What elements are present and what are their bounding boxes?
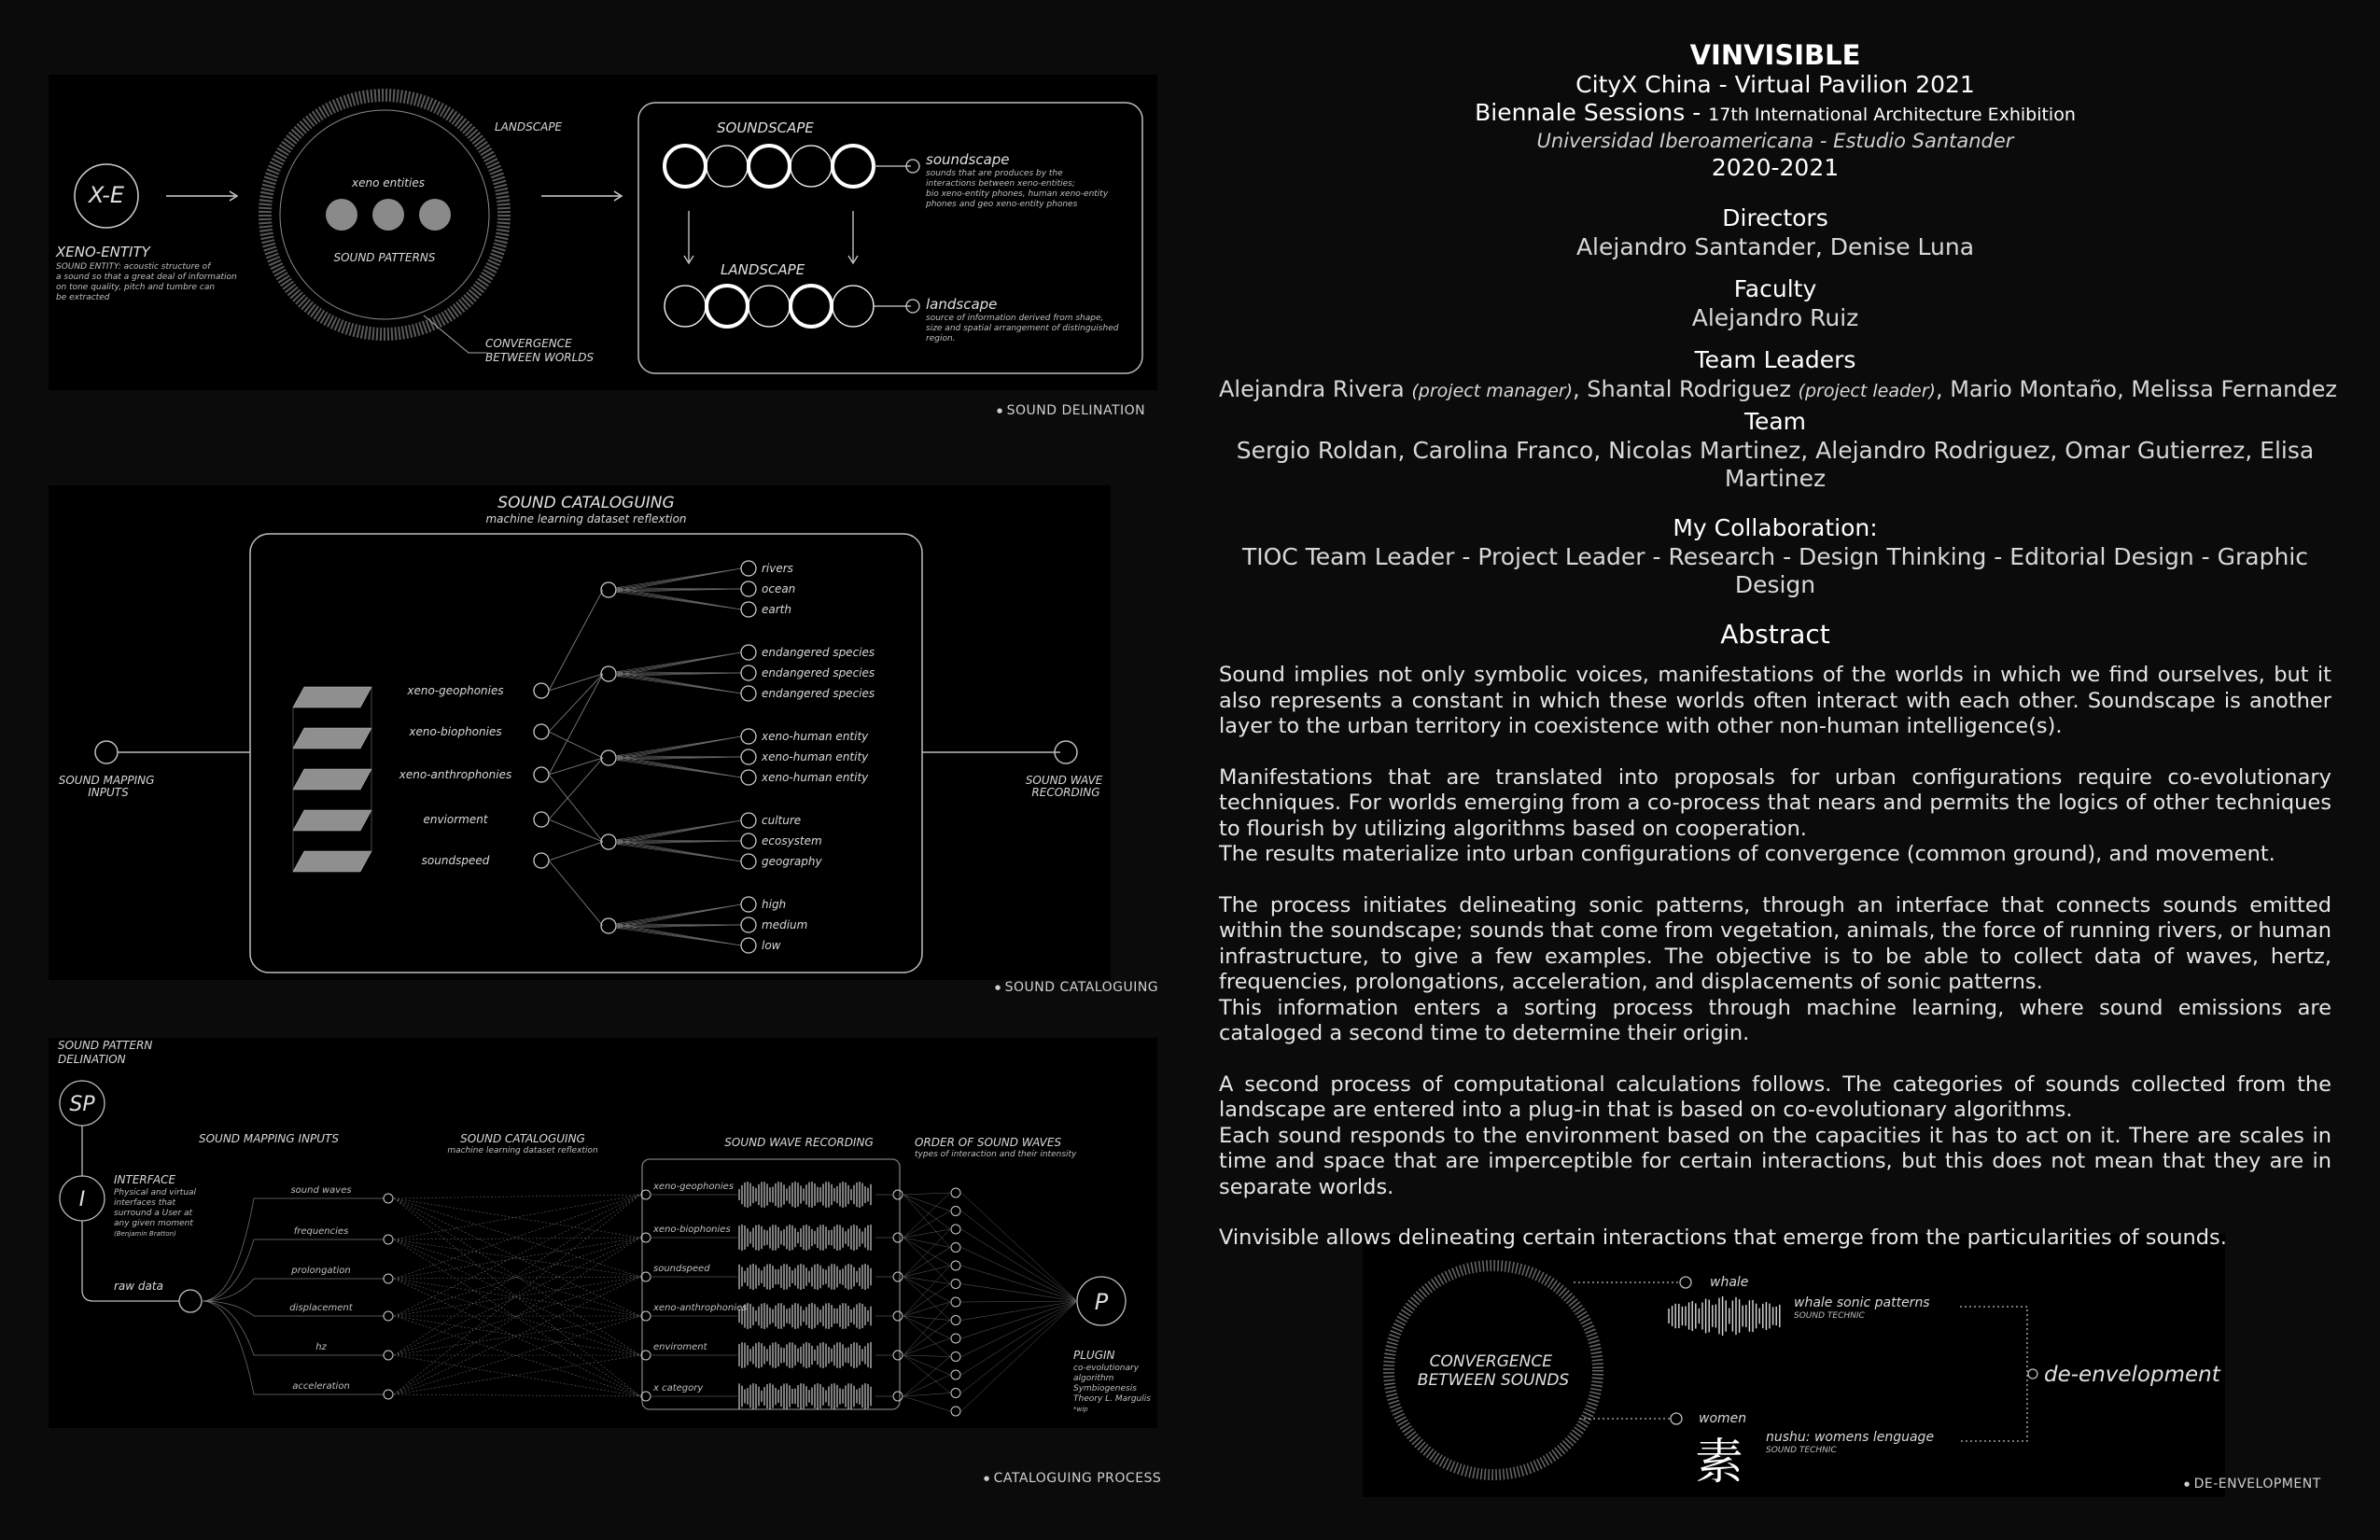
- whale-technic-label: SOUND TECHNIC: [1794, 1311, 1865, 1321]
- order-node: [951, 1243, 960, 1253]
- order-node: [951, 1207, 960, 1216]
- catalog-tree: [399, 561, 875, 953]
- input-node: [384, 1351, 393, 1360]
- waveform: [739, 1383, 871, 1409]
- directors-value: Alejandro Santander, Denise Luna: [1575, 233, 1975, 260]
- waveform: [739, 1225, 871, 1251]
- recording-node: [893, 1392, 903, 1401]
- sound-delination-caption: ● SOUND DELINATION: [997, 403, 1145, 418]
- leaf-node: [741, 813, 756, 828]
- category-node: [534, 767, 549, 782]
- category-label: soundspeed: [653, 1264, 710, 1274]
- category-label: enviroment: [653, 1342, 707, 1352]
- leaf-label: endangered species: [762, 666, 875, 679]
- leaf-label: high: [762, 898, 787, 911]
- team-leaders-heading: Team Leaders: [1694, 346, 1856, 373]
- project-line-2: [1219, 99, 2331, 129]
- university-line: Universidad Iberoamericana - Estudio Santander: [1536, 130, 2014, 152]
- cataloguing-subtitle: machine learning dataset reflextion: [485, 512, 687, 525]
- leaf-node: [741, 686, 756, 701]
- recording-node: [893, 1311, 903, 1321]
- abstract-paragraph: Vinvisible allows delineating certain interactions that emerge from the particularities of sounds.: [1219, 1225, 2227, 1250]
- landscape-ring-label: LANDSCAPE: [495, 120, 563, 133]
- leader-name: , Mario Montaño, Melissa Fernandez: [1935, 376, 2337, 402]
- recording-box: [642, 1159, 900, 1409]
- team-leaders-value: [1219, 375, 2337, 405]
- category-label: xeno-anthrophonies: [399, 768, 512, 781]
- whale-patterns-label: whale sonic patterns: [1794, 1295, 1930, 1310]
- waveform: [739, 1264, 871, 1290]
- order-node: [951, 1225, 960, 1234]
- interface-desc: Physical and virtual interfaces that surround a User at any given moment (Benjamin Bratton): [114, 1188, 197, 1238]
- hdr-sound-wave-recording: SOUND WAVE RECORDING: [724, 1136, 874, 1149]
- input-label: sound waves: [290, 1185, 352, 1196]
- order-node: [951, 1261, 960, 1270]
- leaf-node: [741, 602, 756, 617]
- team-heading: Team: [1743, 408, 1807, 435]
- abstract-paragraph: A second process of computational calculations follows. The categories of sounds collected from the landscape are entered into a plug-in that is based on co-evolutionary algorithms. Each sound responds to the environment based on the capacities it has to act on it. There are scales in time and space that are imperceptible for certain interactions, but this does not mean that they are in separate worlds.: [1219, 1071, 2331, 1199]
- order-node: [951, 1188, 960, 1197]
- leaf-node: [741, 561, 756, 576]
- cataloguing-process-panel: [49, 1038, 1157, 1428]
- spd-label: SOUND PATTERN DELINATION: [58, 1039, 153, 1066]
- plugin-title: PLUGIN: [1073, 1349, 1115, 1362]
- sound-delination-diagram: [49, 75, 1157, 390]
- leaf-label: earth: [762, 603, 791, 616]
- order-node: [951, 1352, 960, 1362]
- sound-mapping-inputs-label: SOUND MAPPING INPUTS: [58, 774, 155, 799]
- leaf-label: medium: [762, 918, 808, 931]
- waveform: [739, 1303, 871, 1329]
- abstract-paragraph: Sound implies not only symbolic voices, manifestations of the worlds in which we find ourselves, but it also represents a constant in which these worlds often interact with each other. Soundscape is another layer to the urban territory in coexistence with other non-human intelligence(s).: [1219, 663, 2331, 738]
- de-envelopment-label: de-envelopment: [2044, 1363, 2220, 1387]
- interface-i-label: I: [78, 1188, 86, 1211]
- sound-delination-panel: [49, 75, 1157, 390]
- sound-cataloguing-panel: [49, 485, 1111, 980]
- leaf-node: [741, 645, 756, 660]
- raw-data-label: raw data: [114, 1280, 163, 1293]
- cataloguing-title: SOUND CATALOGUING: [497, 494, 675, 512]
- recording-node: [893, 1351, 903, 1360]
- xeno-entity-desc: SOUND ENTITY: acoustic structure of a sound so that a great deal of information on tone quality, pitch and tumbre can be extracted: [56, 262, 237, 302]
- recording-node: [893, 1190, 903, 1199]
- leaf-node: [741, 833, 756, 848]
- input-node: [384, 1390, 393, 1399]
- convergence-pointer: [424, 315, 487, 353]
- hdr-sound-mapping-inputs: SOUND MAPPING INPUTS: [198, 1132, 340, 1145]
- order-node: [951, 1316, 960, 1325]
- category-label: enviorment: [423, 813, 488, 826]
- category-label: xeno-biophonies: [409, 725, 502, 738]
- nushu-technic-label: SOUND TECHNIC: [1766, 1446, 1837, 1455]
- order-node: [951, 1407, 960, 1416]
- group-node: [601, 918, 616, 933]
- leaf-label: rivers: [762, 562, 793, 575]
- leaf-node: [741, 897, 756, 912]
- category-label: soundspeed: [421, 854, 490, 867]
- soundscape-circles: [665, 146, 874, 187]
- project-line-1: CityX China - Virtual Pavilion 2021: [1575, 71, 1975, 98]
- leaf-node: [741, 854, 756, 869]
- women-node: [1671, 1413, 1682, 1424]
- leaf-node: [741, 917, 756, 932]
- sound-cataloguing-diagram: [49, 485, 1111, 980]
- category-node: [534, 724, 549, 739]
- cataloguing-process-caption: ● CATALOGUING PROCESS: [984, 1471, 1161, 1486]
- team-value: Sergio Roldan, Carolina Franco, Nicolas Martinez, Alejandro Rodriguez, Omar Gutierrez, Elisa Martinez: [1236, 437, 2315, 492]
- interface-title: INTERFACE: [114, 1173, 176, 1186]
- xeno-entity-dots: [326, 199, 451, 231]
- nushu-glyph-icon: 素: [1695, 1435, 1744, 1491]
- sound-wave-recording-label: SOUND WAVE RECORDING: [1025, 774, 1103, 799]
- input-label: prolongation: [291, 1266, 351, 1276]
- cataloguing-process-diagram: [49, 1038, 1157, 1428]
- input-label: displacement: [289, 1303, 353, 1313]
- leader-name: Alejandra Rivera: [1219, 376, 1412, 402]
- collaboration-value: TIOC Team Leader - Project Leader - Research - Design Thinking - Editorial Design - Graphic Design: [1241, 543, 2309, 598]
- leaf-label: geography: [762, 855, 822, 868]
- recording-node: [893, 1272, 903, 1281]
- plugin-p-label: P: [1094, 1289, 1109, 1315]
- stack-layer: [293, 728, 371, 749]
- directors-heading: Directors: [1722, 204, 1828, 231]
- hdr-order-sub: types of interaction and their intensity: [915, 1150, 1077, 1159]
- xeno-dot: [326, 199, 357, 231]
- landscape-circles: [665, 286, 874, 327]
- whale-label: whale: [1710, 1275, 1749, 1290]
- biennale-label: Biennale Sessions -: [1475, 99, 1709, 126]
- landscape-desc: source of information derived from shape, size and spatial arrangement of distinguished region.: [926, 314, 1119, 343]
- leaf-node: [741, 749, 756, 764]
- layer-stack: [293, 687, 371, 872]
- leaf-label: culture: [762, 814, 802, 827]
- leaf-node: [741, 938, 756, 953]
- raw-data-node: [179, 1290, 202, 1312]
- group-node: [601, 834, 616, 849]
- collaboration-heading: My Collaboration:: [1673, 514, 1878, 541]
- leaf-node: [741, 729, 756, 744]
- plugin-desc: co-evolutionary algorithm Symbiogenesis Theory L. Margulis *wip: [1073, 1364, 1151, 1413]
- abstract-heading: Abstract: [1720, 619, 1830, 650]
- leaf-label: xeno-human entity: [762, 750, 869, 763]
- input-node: [384, 1274, 393, 1283]
- order-node: [951, 1280, 960, 1289]
- whale-wave-icon: [1669, 1296, 1780, 1336]
- convergence-label: CONVERGENCE BETWEEN WORLDS: [485, 337, 595, 364]
- recording-node: [893, 1233, 903, 1242]
- leaf-label: low: [762, 939, 781, 952]
- hdr-order-of-sound-waves: ORDER OF SOUND WAVES: [915, 1136, 1062, 1149]
- leader-role: (project manager): [1411, 381, 1574, 401]
- group-node: [601, 582, 616, 597]
- stack-layer: [293, 687, 371, 707]
- sp-label: SP: [69, 1093, 95, 1116]
- process-network: [202, 1182, 1077, 1416]
- category-label: xeno-geophonies: [653, 1182, 735, 1192]
- abstract-paragraph: The process initiates delineating sonic patterns, through an interface that connects sounds emitted within the soundscape; sounds that come from vegetation, animals, the force of running rivers, or human infrastructure, to give a few examples. The objective is to be able to collect data of waves, hertz, frequencies, prolongations, acceleration, and displacements of sonic patterns. This information enters a sorting process through machine learning, where sound emissions are cataloged a second time to determine their origin.: [1219, 892, 2331, 1045]
- xeno-entities-label: xeno entities: [352, 176, 425, 189]
- project-info: [1219, 39, 2337, 1277]
- leaf-node: [741, 770, 756, 785]
- stack-layer: [293, 810, 371, 831]
- order-node: [951, 1370, 960, 1379]
- nushu-label: nushu: womens lenguage: [1766, 1430, 1935, 1445]
- waveform: [739, 1342, 871, 1368]
- xe-label: X-E: [88, 182, 125, 208]
- de-envelopment-node: [2028, 1369, 2037, 1379]
- category-label: xeno-biophonies: [653, 1225, 731, 1235]
- exhibition-label: 17th International Architecture Exhibition: [1708, 105, 2076, 125]
- sound-mapping-input-node: [95, 741, 118, 763]
- input-node: [384, 1194, 393, 1203]
- leaf-label: endangered species: [762, 687, 875, 700]
- soundscape-desc: sounds that are produces by the interactions between xeno-entities; bio xeno-entity phones, human xeno-entity phones and geo xeno-entity phones: [926, 169, 1109, 209]
- leaf-label: xeno-human entity: [762, 730, 869, 743]
- hdr-sound-cataloguing: SOUND CATALOGUING: [460, 1132, 585, 1145]
- group-node: [601, 666, 616, 681]
- category-label: xeno-geophonies: [407, 684, 504, 697]
- xeno-dot: [419, 199, 451, 231]
- category-node: [534, 683, 549, 698]
- waveform: [739, 1182, 871, 1208]
- leaf-label: endangered species: [762, 646, 875, 659]
- input-label: frequencies: [293, 1226, 349, 1237]
- leader-name: , Shantal Rodriguez: [1573, 376, 1799, 402]
- leaf-label: xeno-human entity: [762, 771, 869, 784]
- convergence-between-sounds-label: CONVERGENCE BETWEEN SOUNDS: [1417, 1352, 1570, 1390]
- leader-role: (project leader): [1798, 381, 1936, 401]
- landscape-title: LANDSCAPE: [721, 261, 805, 278]
- input-node: [384, 1311, 393, 1321]
- leaf-node: [741, 581, 756, 596]
- xeno-entity-title: XENO-ENTITY: [56, 244, 150, 260]
- stack-layer: [293, 851, 371, 872]
- soundscape-label: soundscape: [926, 151, 1010, 168]
- input-label: acceleration: [292, 1381, 350, 1392]
- faculty-value: Alejandro Ruiz: [1691, 304, 1859, 331]
- input-node: [384, 1235, 393, 1244]
- de-envelopment-caption: ● DE-ENVELOPMENT: [2184, 1477, 2321, 1491]
- leaf-node: [741, 665, 756, 680]
- category-node: [534, 812, 549, 827]
- soundscape-title: SOUNDSCAPE: [717, 119, 814, 136]
- category-label: x category: [653, 1383, 704, 1393]
- input-label: hz: [315, 1342, 327, 1352]
- women-label: women: [1699, 1411, 1747, 1426]
- hdr-sound-cataloguing-sub: machine learning dataset reflextion: [447, 1146, 598, 1155]
- order-node: [951, 1297, 960, 1307]
- sound-patterns-label: SOUND PATTERNS: [333, 251, 436, 264]
- category-node: [534, 853, 549, 868]
- abstract-paragraph: Manifestations that are translated into proposals for urban configurations require co-evolutionary techniques. For worlds emerging from a co-process that nears and permits the logics of other techniques to flourish by utilizing algorithms based on cooperation. The results materialize into urban configurations of convergence (common ground), and movement.: [1219, 764, 2331, 866]
- merge-bracket: [1960, 1307, 2027, 1441]
- leaf-label: ecosystem: [762, 834, 822, 847]
- project-title: VINVISIBLE: [1689, 39, 1861, 71]
- stack-layer: [293, 769, 371, 790]
- order-node: [951, 1389, 960, 1398]
- abstract-body: [1219, 663, 2331, 1252]
- category-label: xeno-anthrophonies: [653, 1303, 748, 1313]
- landscape-label: landscape: [926, 296, 998, 313]
- sound-cataloguing-caption: ● SOUND CATALOGUING: [995, 980, 1158, 995]
- group-node: [601, 750, 616, 765]
- faculty-heading: Faculty: [1733, 275, 1817, 302]
- project-years: 2020-2021: [1711, 154, 1840, 181]
- leaf-label: ocean: [762, 582, 796, 595]
- xeno-dot: [372, 199, 404, 231]
- order-node: [951, 1334, 960, 1343]
- whale-node: [1680, 1277, 1691, 1288]
